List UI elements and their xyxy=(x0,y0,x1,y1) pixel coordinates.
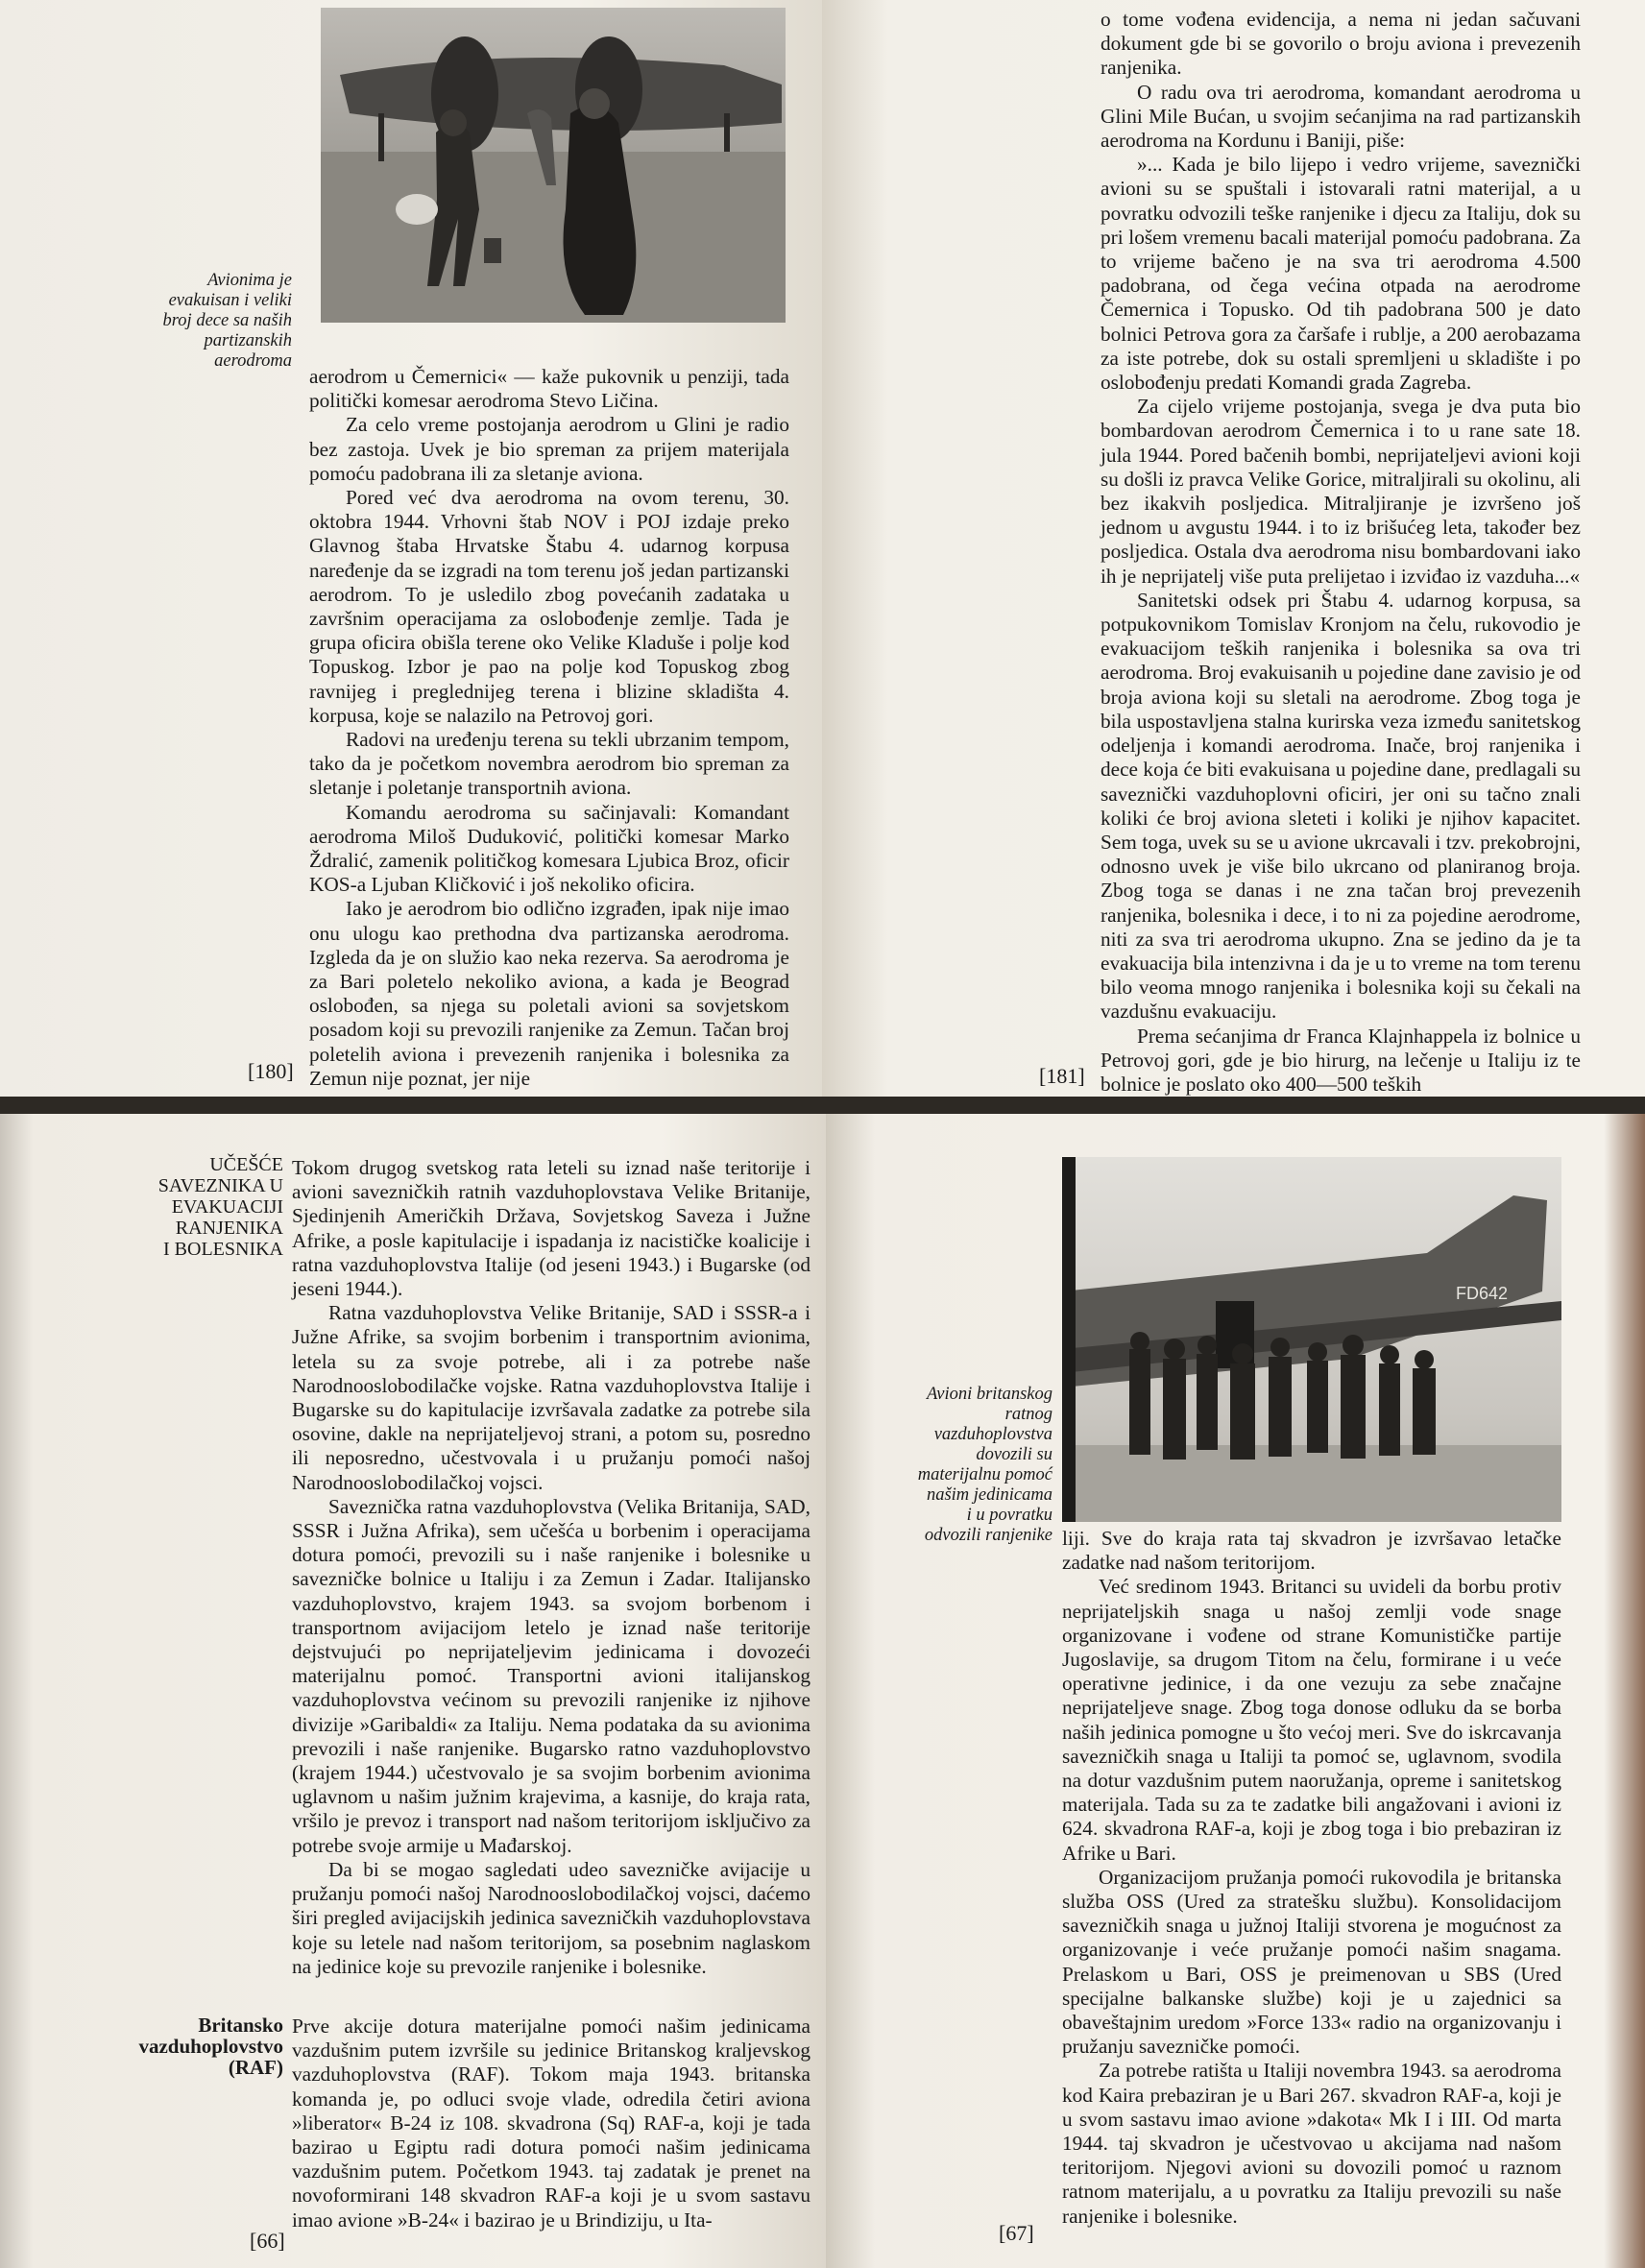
caption-line: i u povratku xyxy=(966,1506,1052,1525)
paragraph: Tokom drugog svetskog rata leteli su iznad naše teritorije i avioni savezničkih ratnih vazduhoplovstava Velike Britanije, Sjedinjenih Američkih Država, Sovjetskog Saveza i Južne Afrike, a posle kapitulacije i ispadanja iz nacističke koalicije i ratna vazduhoplovstva Italije (od jeseni 1943.) i Bugarske (od jeseni 1944.). xyxy=(292,1156,810,1301)
text-column-raf xyxy=(292,2015,810,2232)
paragraph: Za potrebe ratišta u Italiji novembra 1943. sa aerodroma kod Kaira prebaziran je u Bari 267. skvadron RAF-a, koji je u svom sastavu imao avione »dakota« Mk I i III. Od marta 1944. taj skvadron je učestvovao u akcijama nad našom teritorijom. Njegovi avioni su dovozili pomoć u raznom ratnom materijalu, a u povratku za Italiju prevozili su naše ranjenike i bolesnike. xyxy=(1062,2059,1561,2228)
paragraph: Za cijelo vrijeme postojanja, svega je dva puta bio bombardovan aerodrom Čemernica i to u rane sate 18. jula 1944. Pored bačenih bombi, neprijateljevi avioni koji su došli iz pravca Velike Gorice, mitraljirali su okolinu, ali bez ikakvih posljedica. Mitraljiranje je izvršeno još jednom u avgustu 1944. i to iz brišućeg leta, također bez posljedica. Ostala dva aerodroma nisu bombardovani iako ih je neprijatelj više puta prelijetao i izviđao iz vazduha...« xyxy=(1101,395,1581,588)
page-67 xyxy=(826,1114,1645,2268)
caption-line: materijalnu pomoć xyxy=(917,1465,1052,1484)
page-number: [181] xyxy=(1039,1064,1085,1088)
page-number: [67] xyxy=(999,2221,1034,2245)
photo-aircraft-image xyxy=(1062,1157,1561,1522)
caption-line: vazduhoplovstva xyxy=(933,1425,1052,1444)
paragraph: liji. Sve do kraja rata taj skvadron je izvršavao letačke zadatke nad našom teritorijom. xyxy=(1062,1527,1561,1575)
paragraph: Već sredinom 1943. Britanci su uvideli da borbu protiv neprijateljskih snaga u našoj zemlji vode snage organizovane i vođene od strane Komunističke partije Jugoslavije, sa drugom Titom na čelu, formirane i u veće operativne jedinice, i da one vezuju za sebe značajne neprijateljeve snage. Zbog toga donose odluku da se borba naših jedinica pomogne u što većoj meri. Sve do iskrcavanja savezničkih snaga u Italiji ta pomoć se, uglavnom, svodila na dotur vazdušnim putem naoružanja, opreme i sanitetskog materijala. Tada su za te zadatke bili angažovani i avioni iz 624. skvadrona RAF-a, koji je zbog toga i bio prebaziran iz Afrike u Bari. xyxy=(1062,1575,1561,1865)
page-181 xyxy=(822,0,1645,1097)
caption-line: evakuisan i veliki xyxy=(168,291,292,310)
paragraph: Pored već dva aerodroma na ovom terenu, 30. oktobra 1944. Vrhovni štab NOV i POJ izdaje preko Glavnog štaba Hrvatske Štabu 4. udarnog korpusa naređenje da se izgradi na tom terenu još jedan partizanski aerodrom. To je usledilo zbog povećanih zadataka u završnim operacijama za oslobođenje zemlje. Tada je grupa oficira obišla terene oko Velike Kladuše i polje kod Topuskog. Izbor je pao na polje kod Topuskog zbog ravnijeg i preglednijeg terena i blizine skladišta 4. korpusa, koje se nalazilo na Petrovoj gori. xyxy=(309,486,789,727)
paragraph: Komandu aerodroma su sačinjavali: Komandant aerodroma Miloš Duduković, politički komesar Marko Ždralić, zamenik političkog komesara Ljubica Broz, oficir KOS-a Ljuban Kličković i još nekoliko oficira. xyxy=(309,800,789,897)
text-column xyxy=(309,365,789,1091)
paragraph: »... Kada je bilo lijepo i vedro vrijeme, saveznički avioni su se spuštali i istovarali ratni materijal, a u povratku odvozili teške ranjenike i djecu za Italiju, dok su pri lošem vremenu bacali materijal pomoću padobrana. Za to vrijeme bačeno je na sva tri aerodroma 4.500 padobrana, od čega većina otpada na aerodrome Čemernica i Topusko. Od tih padobrana 500 je dato bolnici Petrova gora za čaršafe i rublje, a 200 aerobazama za iste potrebe, dok su ostali spremljeni u skladište i po oslobođenju predati Komandi grada Zagreba. xyxy=(1101,153,1581,395)
photo-caption xyxy=(144,271,292,372)
paragraph: Prema sećanjima dr Franca Klajnhappela iz bolnice u Petrovoj gori, gde je bio hirurg, na lečenje u Italiju iz te bolnice je poslato oko 400—500 teških xyxy=(1101,1024,1581,1096)
text-column xyxy=(292,1156,810,1979)
paragraph: Ratna vazduhoplovstva Velike Britanije, SAD i SSSR-a i Južne Afrike, sa svojim borbenim i transportnim avionima, letela su za svoje potrebe, ali i za potrebe naše Narodnooslobodilačke vojske. Ratna vazduhoplovstva Italije i Bugarske su do kapitulacije izvršavala zadatke za potrebe sila osovine, dakle na neprijateljevoj strani, a potom su, posredno ili neposredno, učestvovala i u pružanju pomoći našoj Narodnooslobodilačkoj vojsci. xyxy=(292,1301,810,1494)
page-180 xyxy=(0,0,822,1097)
photo-evacuation-children xyxy=(321,8,786,323)
photo-dakota-aircraft xyxy=(1062,1157,1561,1522)
page-66 xyxy=(0,1114,826,2268)
paragraph: Da bi se mogao sagledati udeo savezničke avijacije u pružanju pomoći našoj Narodnooslobodilačkoj vojsci, daćemo širi pregled avijacijskih jedinica savezničkih vazduhoplovstava koje su letele nad našom teritorijom, sa posebnim naglaskom na jedinice koje su prevozile ranjenike i bolesnike. xyxy=(292,1857,810,1978)
paragraph: Prve akcije dotura materijalne pomoći našim jedinicama vazdušnim putem izvršile su jedinice Britanskog kraljevskog vazduhoplovstva (RAF). Tokom maja 1943. britanska komanda je, po odluci svoje vlade, odredila četiri aviona »liberator« B-24 iz 108. skvadrona (Sq) RAF-a, koji je tada bazirao u Egiptu radi dotura pomoći našim jedinicama vazdušnim putem. Početkom 1943. taj zadatak je prenet na novoformirani 148 skvadron RAF-a koji je u svom sastavu imao avione »B-24« i bazirao je u Brindiziju, u Ita- xyxy=(292,2015,810,2232)
heading-line: RANJENIKA xyxy=(175,1218,283,1239)
paragraph: Za celo vreme postojanja aerodrom u Glini je radio bez zastoja. Uvek je bio spreman za prijem materijala pomoću padobrana ili za sletanje aviona. xyxy=(309,413,789,485)
section-heading xyxy=(106,1154,283,1260)
heading-line: vazduhoplovstvo xyxy=(138,2035,283,2058)
caption-line: odvozili ranjenike xyxy=(924,1526,1052,1545)
paragraph: Organizacijom pružanja pomoći rukovodila je britanska služba OSS (Ured za stratešku službu). Konsolidacijom savezničkih snaga u južnoj Italiji stvorena je mogućnost za organizovanje i veće pružanje pomoći našim snagama. Prelaskom u Bari, OSS je preimenovan u SBS (Ured specijalne balkanske službe) koji je u zajednici sa obaveštajnim uredom »Force 133« radio na organizovanju i pružanju savezničke pomoći. xyxy=(1062,1865,1561,2059)
paragraph: aerodrom u Čemernici« — kaže pukovnik u penziji, tada politički komesar aerodroma Stevo Ličina. xyxy=(309,365,789,413)
photo-caption xyxy=(870,1385,1052,1546)
paragraph: O radu ova tri aerodroma, komandant aerodroma u Glini Mile Bućan, u svojim sećanjima na rad partizanskih aerodroma na Kordunu i Baniji, piše: xyxy=(1101,80,1581,153)
caption-line: dovozili su xyxy=(976,1445,1052,1464)
paragraph: Radovi na uređenju terena su tekli ubrzanim tempom, tako da je početkom novembra aerodrom bio spreman za sletanje i poletanje transportnih aviona. xyxy=(309,728,789,800)
heading-line: SAVEZNIKA U xyxy=(157,1175,283,1196)
aircraft-marking: FD642 xyxy=(1456,1284,1509,1303)
subsection-heading xyxy=(115,2015,283,2078)
paragraph: Sanitetski odsek pri Štabu 4. udarnog korpusa, sa potpukovnikom Tomislav Kronjom na čelu, rukovodio je evakuacijom teških ranjenika i bolesnika sa ova tri aerodroma. Broj evakuisanih u pojedine dane zavisio je od broja aviona koji su sletali na aerodrome. Zbog toga je bila uspostavljena stalna kurirska veza između sanitetskog odeljenja i komandi aerodroma. Inače, broj ranjenika i dece koja će biti evakuisana u pojedine dane, predlagali su saveznički vazduhoplovni oficiri, jer oni su tačno znali koliki će broj aviona sleteti i koliki je njihov kapacitet. Sem toga, uvek su se u avione ukrcavali i tzv. prekobrojni, odnosno uvek je više bilo ukrcano od planiranog broja. Zbog toga se danas i ne zna tačan broj prevezenih ranjenika, bolesnika i dece, i to ni za pojedine aerodrome, niti za sva tri aerodroma ukupno. Zna se jedino da je ta evakuacija bila intenzivna i da je u to vreme na tom terenu bilo veoma mnogo ranjenika i bolesnika koji su čekali na vazdušnu evakuaciju. xyxy=(1101,588,1581,1024)
paragraph: Iako je aerodrom bio odlično izgrađen, ipak nije imao onu ulogu kao prethodna dva partizanska aerodroma. Izgleda da je on služio kao neka rezerva. Sa aerodroma je za Bari poletelo nekoliko aviona, a kada je Beograd oslobođen, sa njega su poletali avioni sa sovjetskom posadom koji su prevozili ranjenike za Zemun. Tačan broj poletelih aviona i prevezenih ranjenika i bolesnika za Zemun nije poznat, jer nije xyxy=(309,897,789,1090)
scan-gap xyxy=(0,1097,1645,1114)
caption-line: Avionima je xyxy=(207,271,292,290)
page-number: [180] xyxy=(248,1059,294,1083)
heading-line: Britansko xyxy=(198,2014,283,2037)
heading-line: EVAKUACIJI xyxy=(171,1196,283,1218)
caption-line: Avioni britanskog xyxy=(926,1385,1052,1404)
page-number: [66] xyxy=(250,2229,285,2253)
heading-line: UČEŠĆE xyxy=(209,1154,283,1175)
text-column xyxy=(1101,8,1581,1097)
text-column xyxy=(1062,1527,1561,2229)
caption-line: ratnog xyxy=(1004,1405,1052,1424)
caption-line: broj dece sa naših xyxy=(162,311,292,330)
photo-evacuation-image xyxy=(321,8,786,323)
paragraph: o tome vođena evidencija, a nema ni jedan sačuvani dokument gde bi se govorilo o broju aviona i prevezenih ranjenika. xyxy=(1101,8,1581,80)
heading-line: I BOLESNIKA xyxy=(163,1239,283,1260)
caption-line: partizanskih xyxy=(204,331,292,350)
caption-line: našim jedinicama xyxy=(926,1485,1052,1505)
paragraph: Saveznička ratna vazduhoplovstva (Velika Britanija, SAD, SSSR i Južna Afrika), sem učešća u borbenim i operacijama dotura pomoći, prevozili su i naše ranjenike i bolesnike u savezničke bolnice u Italiju i za Zemun i Zadar. Italijansko vazduhoplovstvo, krajem 1943. sa svojom borbenom i transportnom avijacijom letelo je iznad naše teritorije dejstvujući po neprijateljevim jedinicama i dovozeći materijalnu pomoć. Transportni avioni italijanskog vazduhoplovstva većinom su prevozili ranjenike iz njihove divizije »Garibaldi« za Italiju. Nema podataka da su avionima prevozili i naše ranjenike. Bugarsko ratno vazduhoplovstvo (krajem 1944.) učestvovalo je sa svojim borbenim avionima uglavnom u našim južnim krajevima, a kasnije, do kraja rata, vršilo je prevoz i transport nad našom teritorijom isključivo za potrebe svoje armije u Mađarskoj. xyxy=(292,1494,810,1857)
caption-line: aerodroma xyxy=(214,351,292,371)
heading-line: (RAF) xyxy=(228,2056,283,2079)
